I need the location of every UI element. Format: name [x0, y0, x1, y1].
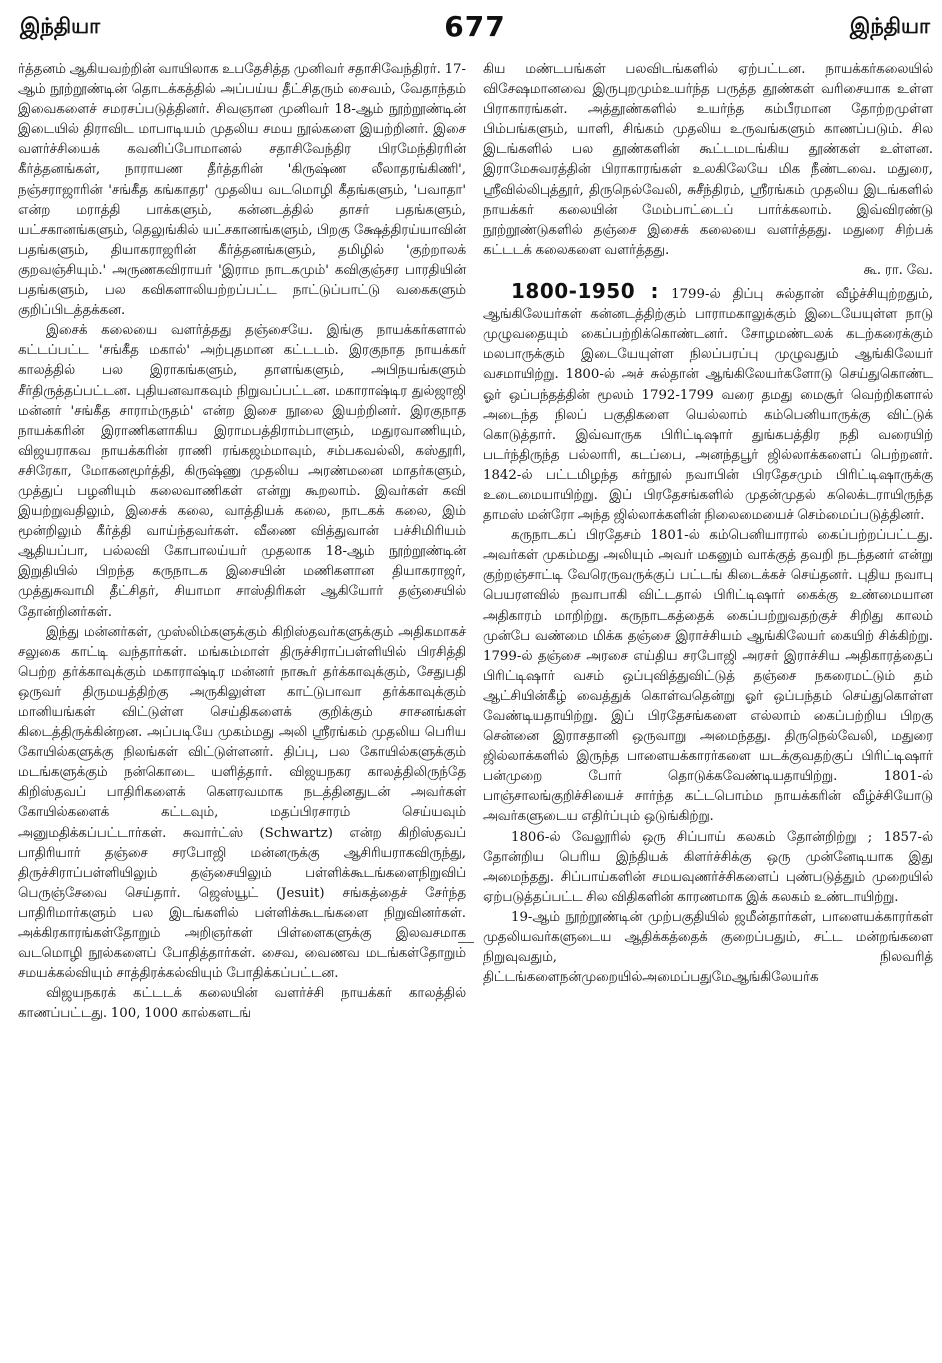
running-header — [20, 10, 930, 50]
left-paragraph-2: இசைக் கலையை வளர்த்தது தஞ்சையே. இங்கு நாயக்கர்களால் கட்டப்பட்ட 'சங்கீத மகால்' அற்புதமான கட்டடம். இரகுநாத நாயக்கர் காலத்தில் பல இராகங்களும், தாளங்களும், அபிநயங்களும் சீர்திருத்தப்பட்டன. புதியனவாகவும் நிறுவப்பட்டன. மகாராஷ்டிர துல்ஜாஜி மன்னர் 'சங்கீத சாராம்ருதம்' என்ற இசை நூலை இயற்றினர். இரகுநாத நாயக்கரின் இராணிகளாகிய இராமபத்திராம்பாளும், மதுரவாணியும், விஜயராகவ நாயக்கரின் ராணி ரங்கஜம்மாவும், சம்பகவல்லி, கஸ்தூரி, சசிரேகா, மோகனமூர்த்தி, கிருஷ்ணு முதலிய அரண்மனை மாதர்களும், முத்துப் பழனியும் கலைவாணிகள் என்று கூறலாம். இவர்கள் கவி இயற்றுவதிலும், இசைக் கலை, வாத்தியக் கலை, நாடகக் கலை, இம் மூன்றிலும் கீர்த்தி வாய்ந்தவர்கள். வீணை வித்துவான் பச்சிமிரியம் ஆதியப்பா, பல்லவி கோபாலய்யர் முதலாக 18-ஆம் நூற்றூண்டின் இறுதியில் பிறந்த கருநாடக இசையின் மணிகளான தியாகராஜர், முத்துசுவாமி தீட்சிதர், சியாமா சாஸ்திரிகள் ஆகியோர் தஞ்சையில் தோன்றினர்கள். — [18, 323, 466, 620]
column-gutter-mark — [458, 942, 474, 943]
right-paragraph-1: கிய மண்டபங்கள் பலவிடங்களில் ஏற்பட்டன. நாயக்கர்கலையில் விசேஷமானவை இருபுறமும்உயர்ந்த பருத்த தூண்கள் வரிசையாக உள்ள பிராகாரங்கள். அத்தூண்களில் உயர்ந்த கம்பீரமான தோற்றமுள்ள பிம்பங்களும், யாளி, சிங்கம் முதலிய உருவங்களும் காணப்படும். சில இடங்களில் பல தூண்களின் கூட்டமடங்கிய தூண்கள் உள்ளன. இராமேசுவரத்தின் பிராகாரங்கள் உலகிலேயே மிக நீண்டவை. மதுரை, ஸ்ரீவில்லிபுத்தூர், திருநெல்வேலி, சுசீந்திரம், ஸ்ரீரங்கம் முதலிய இடங்களில் நாயக்கர் கலையின் மேம்பாட்டைப் பார்க்கலாம். இவ்விரண்டு நூற்றூண்டுகளில் தஞ்சை இசைக் கலையை வளர்த்தது. மதுரை சிற்பக் கட்டடக் கலைகளை வளர்த்தது. — [483, 62, 933, 258]
left-paragraph-4: விஜயநகரக் கட்டடக் கலையின் வளர்ச்சி நாயக்கர் காலத்தில் காணப்பட்டது. 100, 1000 கால்களடங் — [18, 986, 466, 1022]
left-column — [18, 60, 466, 1025]
header-left-title: இந்தியா — [20, 14, 101, 38]
right-column — [483, 60, 933, 988]
right-paragraph-5: 19-ஆம் நூற்றூண்டின் முற்பகுதியில் ஜமீன்தார்கள், பாளையக்காரர்கள் முதலியவர்களுடைய ஆதிக்கத்தைக் குறைப்பதும், சட்ட மன்றங்களை நிறுவுவதும், நிலவரித் திட்டங்களைநன்முறையில்அமைப்பதுமேஆங்கிலேயர்க — [483, 909, 933, 986]
page-number: 677 — [444, 10, 506, 43]
header-right-title: இந்தியா — [849, 14, 930, 38]
right-paragraph-2: 1799-ல் திப்பு சுல்தான் வீழ்ச்சியுற்றதும், ஆங்கிலேயர்கள் கன்னடத்திற்கும் பாராமகாலுக்கும் இடையேயுள்ள நாடு முழுவதையும் கைப்பற்றிக்கொண்டனர். சோழமண்டலக் கடற்கரைக்கும் மலபாருக்கும் இடையேயுள்ள நிலப்பரப்பு முழுவதும் ஆங்கிலேயர் வசமாயிற்று. 1800-ல் அச் சுல்தான் ஆங்கிலேயர்களோடு செய்துகொண்ட ஓர் ஒப்பந்தத்தின் மூலம் 1792-1799 வரை தமது மைசூர் வெற்றிகளால் அடைந்த நிலப் பகுதிகளை யெல்லாம் கம்பெனியாருக்கு விட்டுக் கொடுத்தார். இவ்வாருக பிரிட்டிஷார் துங்கபத்திர நதி வரையிற் படர்ந்திருந்த பல்லாரி, கடப்பை, அனந்தபூர் ஜில்லாக்களைப் பெற்றனர். 1842-ல் பட்டமிழந்த கர்நூல் நவாபின் பிரதேசமும் பிரிட்டிஷாருக்கு உடைமையாயிற்று. இப் பிரதேசங்களில் முதன்முதல் கலெக்டராயிருந்த தாமஸ் மன்ரோ அந்த ஜில்லாக்களின் நிலைமையைச் செம்மைப்படுத்தினர். — [483, 287, 933, 524]
left-paragraph-1: ர்த்தனம் ஆகியவற்றின் வாயிலாக உபதேசித்த முனிவர் சதாசிவேந்திரர். 17-ஆம் நூற்றூண்டின் தொடக்கத்தில் அப்பய்ய தீட்சிதரும் சைவம், வேதாந்தம் இவைகளைச் சமரசப்படுத்தினர். சிவஞான முனிவர் 18-ஆம் நூற்றூண்டின் இடையில் திராவிட மாபாடியம் முதலிய சமய நூல்களை இயற்றினர். இசை வளர்ச்சியைக் கவனிப்போமானல் சதாசிவேந்திர பிரமேந்திரரின் கீர்த்தனங்கள், நாராயண தீர்த்தரின் 'கிருஷ்ண லீலாதரங்கிணி', நஞ்சராஜாரின் 'சங்கீத கங்காதர' முதலிய வடமொழி கீதங்களும், 'பவாதா' என்ற மராத்தி பாக்களும், கன்னடத்தில் தாசர் பதங்களும், யட்சகானங்களும், தெலுங்கில் யட்சகானங்களும், பிறகு க்ஷேத்திரய்யாவின் பதங்களும், தியாகராஜரின் கீர்த்தனங்களும், தமிழில் 'குற்றாலக் குறவஞ்சியும்.' அருணகவிராயர் 'இராம நாடகமும்' கவிகுஞ்சர பாரதியின் பதங்களும், பல கவிகளாலியற்றப்பட்ட நாட்டுப்பாட்டு வகைகளும் குறிப்பிடத்தக்கன. — [18, 62, 466, 319]
left-paragraph-3: இந்து மன்னர்கள், முஸ்லிம்களுக்கும் கிறிஸ்தவர்களுக்கும் அதிகமாகச் சலுகை காட்டி வந்தார்கள். மங்கம்மாள் திருச்சிராப்பள்ளியில் பிரசித்தி பெற்ற தர்க்காவுக்கும் மகாராஷ்டிர மன்னர் நாகூர் தர்க்காவுக்கும், சேதுபதி ஒருவர் திருமயத்திற்கு அருகிலுள்ள காட்டுபாவா தர்க்காவுக்கும் மானியங்கள் விட்டுள்ள செய்திகளைக் குறிக்கும் சாசனங்கள் கிடைத்திருக்கின்றன. அப்படியே முகம்மது அலி ஸ்ரீரங்கம் முதலிய பெரிய கோயில்களுக்கு நிலங்கள் விட்டுள்ளனர். திப்பு, பல கோயில்களுக்கும் மடங்களுக்கும் நன்கொடை யளித்தார். விஜயநகர காலத்திலிருந்தே கிறிஸ்தவப் பாதிரிகளைக் கௌரவமாக நடத்தினதுடன் அவர்கள் கோயில்களைக் கட்டவும், மதப்பிரசாரம் செய்யவும் அனுமதிக்கப்பட்டார்கள். சுவார்ட்ஸ் (Schwartz) என்ற கிறிஸ்தவப் பாதிரியார் தஞ்சை சரபோஜி மன்னருக்கு ஆசிரியராகவிருந்து, திருச்சிராப்பள்ளியிலும் தஞ்சையிலும் பள்ளிக்கூடங்களைநிறுவிப் பெருஞ்சேவை செய்தார். ஜெஸ்யூட் (Jesuit) சங்கத்தைச் சேர்ந்த பாதிரிமார்களும் பல இடங்களில் பள்ளிக்கூடங்களை நிறுவினர்கள். அக்கிரகாரங்கள்தோறும் அறிஞர்கள் பிள்ளைகளுக்கு இலவசமாக வடமொழி நூல்களைப் போதித்தார்கள். சைவ, வைணவ மடங்கள்தோறும் சமயக்கல்வியும் சாத்திரக்கல்வியும் போதிக்கப்பட்டன. — [18, 624, 466, 982]
author-signature: கூ. ரா. வே. — [863, 262, 933, 278]
right-paragraph-4: 1806-ல் வேலூரில் ஒரு சிப்பாய் கலகம் தோன்றிற்று ; 1857-ல் தோன்றிய பெரிய இந்தியக் கிளர்ச்சிக்கு ஒரு முன்னேடியாக இது அமைந்தது. சிப்பாய்களின் சமயவுணர்ச்சிகளைப் புண்படுத்தும் முறையில் ஏற்படுத்தப்பட்ட சில விதிகளின் காரணமாக இக் கலகம் உண்டாயிற்று. — [483, 829, 933, 905]
right-paragraph-3: கருநாடகப் பிரதேசம் 1801-ல் கம்பெனியாரால் கைப்பற்றப்பட்டது. அவர்கள் முகம்மது அலியும் அவர் மகனும் வாக்குத் தவறி நடந்தனர் என்று குற்றஞ்சாட்டி வேரெருவருக்குப் பட்டங் கிடைக்கச் செய்தனர். புதிய நவாபு பெயரளவில் நவாபாகி விட்டதால் பிரிட்டிஷார் கைக்கு உண்மையான அதிகாரம் மாறிற்று. கருநாடகத்தைக் கைப்பற்றுவதற்குச் சிறிது காலம் முன்பே வண்மை மிக்க தஞ்சை இராச்சியம் ஆங்கிலேயர் கையிற் சிக்கிற்று. 1799-ல் தஞ்சை அரசை எய்திய சரபோஜி அரசர் இராச்சிய அதிகாரத்தைப் பிரிட்டிஷார் வசம் ஒப்புவித்துவிட்டுத் தஞ்சை நகரைமட்டும் தம் ஆட்சியின்கீழ் வைத்துக் கொள்வதென்று ஓர் ஒப்பந்தம் செய்துகொள்ள வேண்டியதாயிற்று. இப் பிரதேசங்களை எல்லாம் கைப்பற்றிய பிறகு சென்னை இராசதானி ஒருவாறு அமைந்தது. திருநெல்வேலி, மதுரை ஜில்லாக்களில் இருந்த பாளையக்காரர்களை யடக்குவதற்குப் பிரிட்டிஷார் பன்முறை போர் தொடுக்கவேண்டியதாயிற்று. 1801-ல் பாஞ்சாலங்குறிச்சியைச் சார்ந்த கட்டபொம்ம நாயக்கரின் வீழ்ச்சியோடு அவர்களுடைய எதிர்ப்பும் ஒடுங்கிற்று. — [483, 528, 933, 825]
period-heading: 1800-1950 : — [511, 279, 659, 304]
